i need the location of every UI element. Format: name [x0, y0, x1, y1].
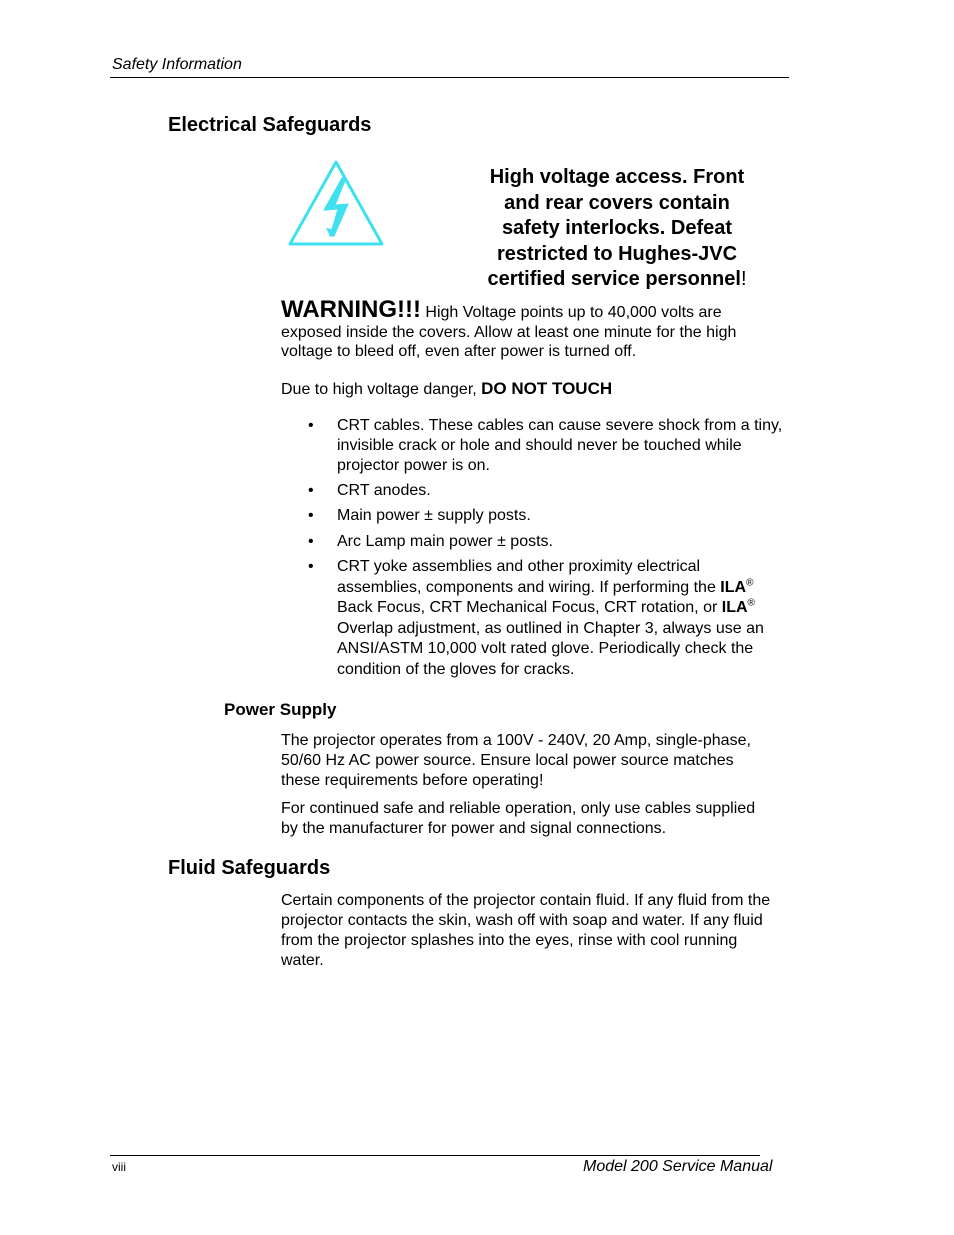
hv-line: certified service personnel [487, 268, 741, 290]
list-item: CRT anodes. [337, 482, 431, 499]
warning-paragraph [281, 296, 751, 362]
high-voltage-warning-icon [286, 158, 386, 248]
list-item: CRT cables. These cables can cause severe shock from a tiny, invisible crack or hole and should never be touched while projector power is on. [337, 417, 783, 474]
section-title-electrical: Electrical Safeguards [168, 114, 372, 136]
subsection-title-power-supply: Power Supply [224, 700, 337, 719]
danger-line [281, 379, 761, 399]
registered-mark: ® [746, 577, 754, 589]
list-item: Main power ± supply posts. [337, 507, 531, 524]
warning-text: High Voltage points up to 40,000 volts are exposed inside the covers. Allow at least one minute for the high voltage to bleed off, even after power is turned off. [281, 304, 737, 360]
fluid-paragraph: Certain components of the projector contain fluid. If any fluid from the projector contacts the skin, wash off with soap and water. If any fluid from the projector splashes into the eyes, rinse with cool running water. [281, 892, 771, 969]
hv-line: restricted to Hughes-JVC [496, 242, 738, 265]
running-header: Safety Information [112, 56, 242, 73]
do-not-touch: DO NOT TOUCH [481, 379, 613, 398]
list-item-text: Overlap adjustment, as outlined in Chapter 3, always use an ANSI/ASTM 10,000 volt rated glove. Periodically check the condition of the gloves for cracks. [337, 619, 764, 678]
hv-line: and rear covers contain [504, 191, 730, 214]
hv-exclamation: ! [740, 268, 747, 290]
bullet-icon: • [308, 482, 314, 499]
danger-prefix: Due to high voltage danger, [281, 381, 482, 398]
power-paragraph: For continued safe and reliable operation, only use cables supplied by the manufacturer for power and signal connections. [281, 800, 756, 837]
high-voltage-notice [462, 165, 772, 293]
list-item-text: CRT yoke assemblies and other proximity electrical assemblies, components and wiring. If performing the [337, 558, 721, 596]
footer-rule [110, 1155, 760, 1156]
hv-line-last [462, 267, 772, 293]
page-number: viii [112, 1160, 126, 1174]
hv-line: safety interlocks. Defeat [501, 217, 733, 239]
warning-label: WARNING!!! [281, 296, 421, 323]
registered-mark: ® [747, 597, 755, 609]
section-title-fluid: Fluid Safeguards [168, 857, 331, 879]
power-paragraph: The projector operates from a 100V - 240V, 20 Amp, single-phase, 50/60 Hz AC power source. Ensure local power source matches these requirements before operating! [281, 732, 751, 789]
list-item [337, 557, 787, 680]
bullet-icon: • [308, 558, 314, 575]
manual-title: Model 200 Service Manual [583, 1158, 773, 1175]
bullet-icon: • [308, 507, 314, 524]
bullet-icon: • [308, 533, 314, 550]
hv-line: High voltage access. Front [489, 166, 745, 188]
ila-term: ILA [721, 599, 748, 616]
header-rule [110, 77, 789, 78]
list-item-text: Back Focus, CRT Mechanical Focus, CRT rotation, or [337, 599, 722, 616]
list-item: Arc Lamp main power ± posts. [337, 533, 553, 550]
bullet-icon: • [308, 417, 314, 434]
ila-term: ILA [720, 578, 747, 596]
